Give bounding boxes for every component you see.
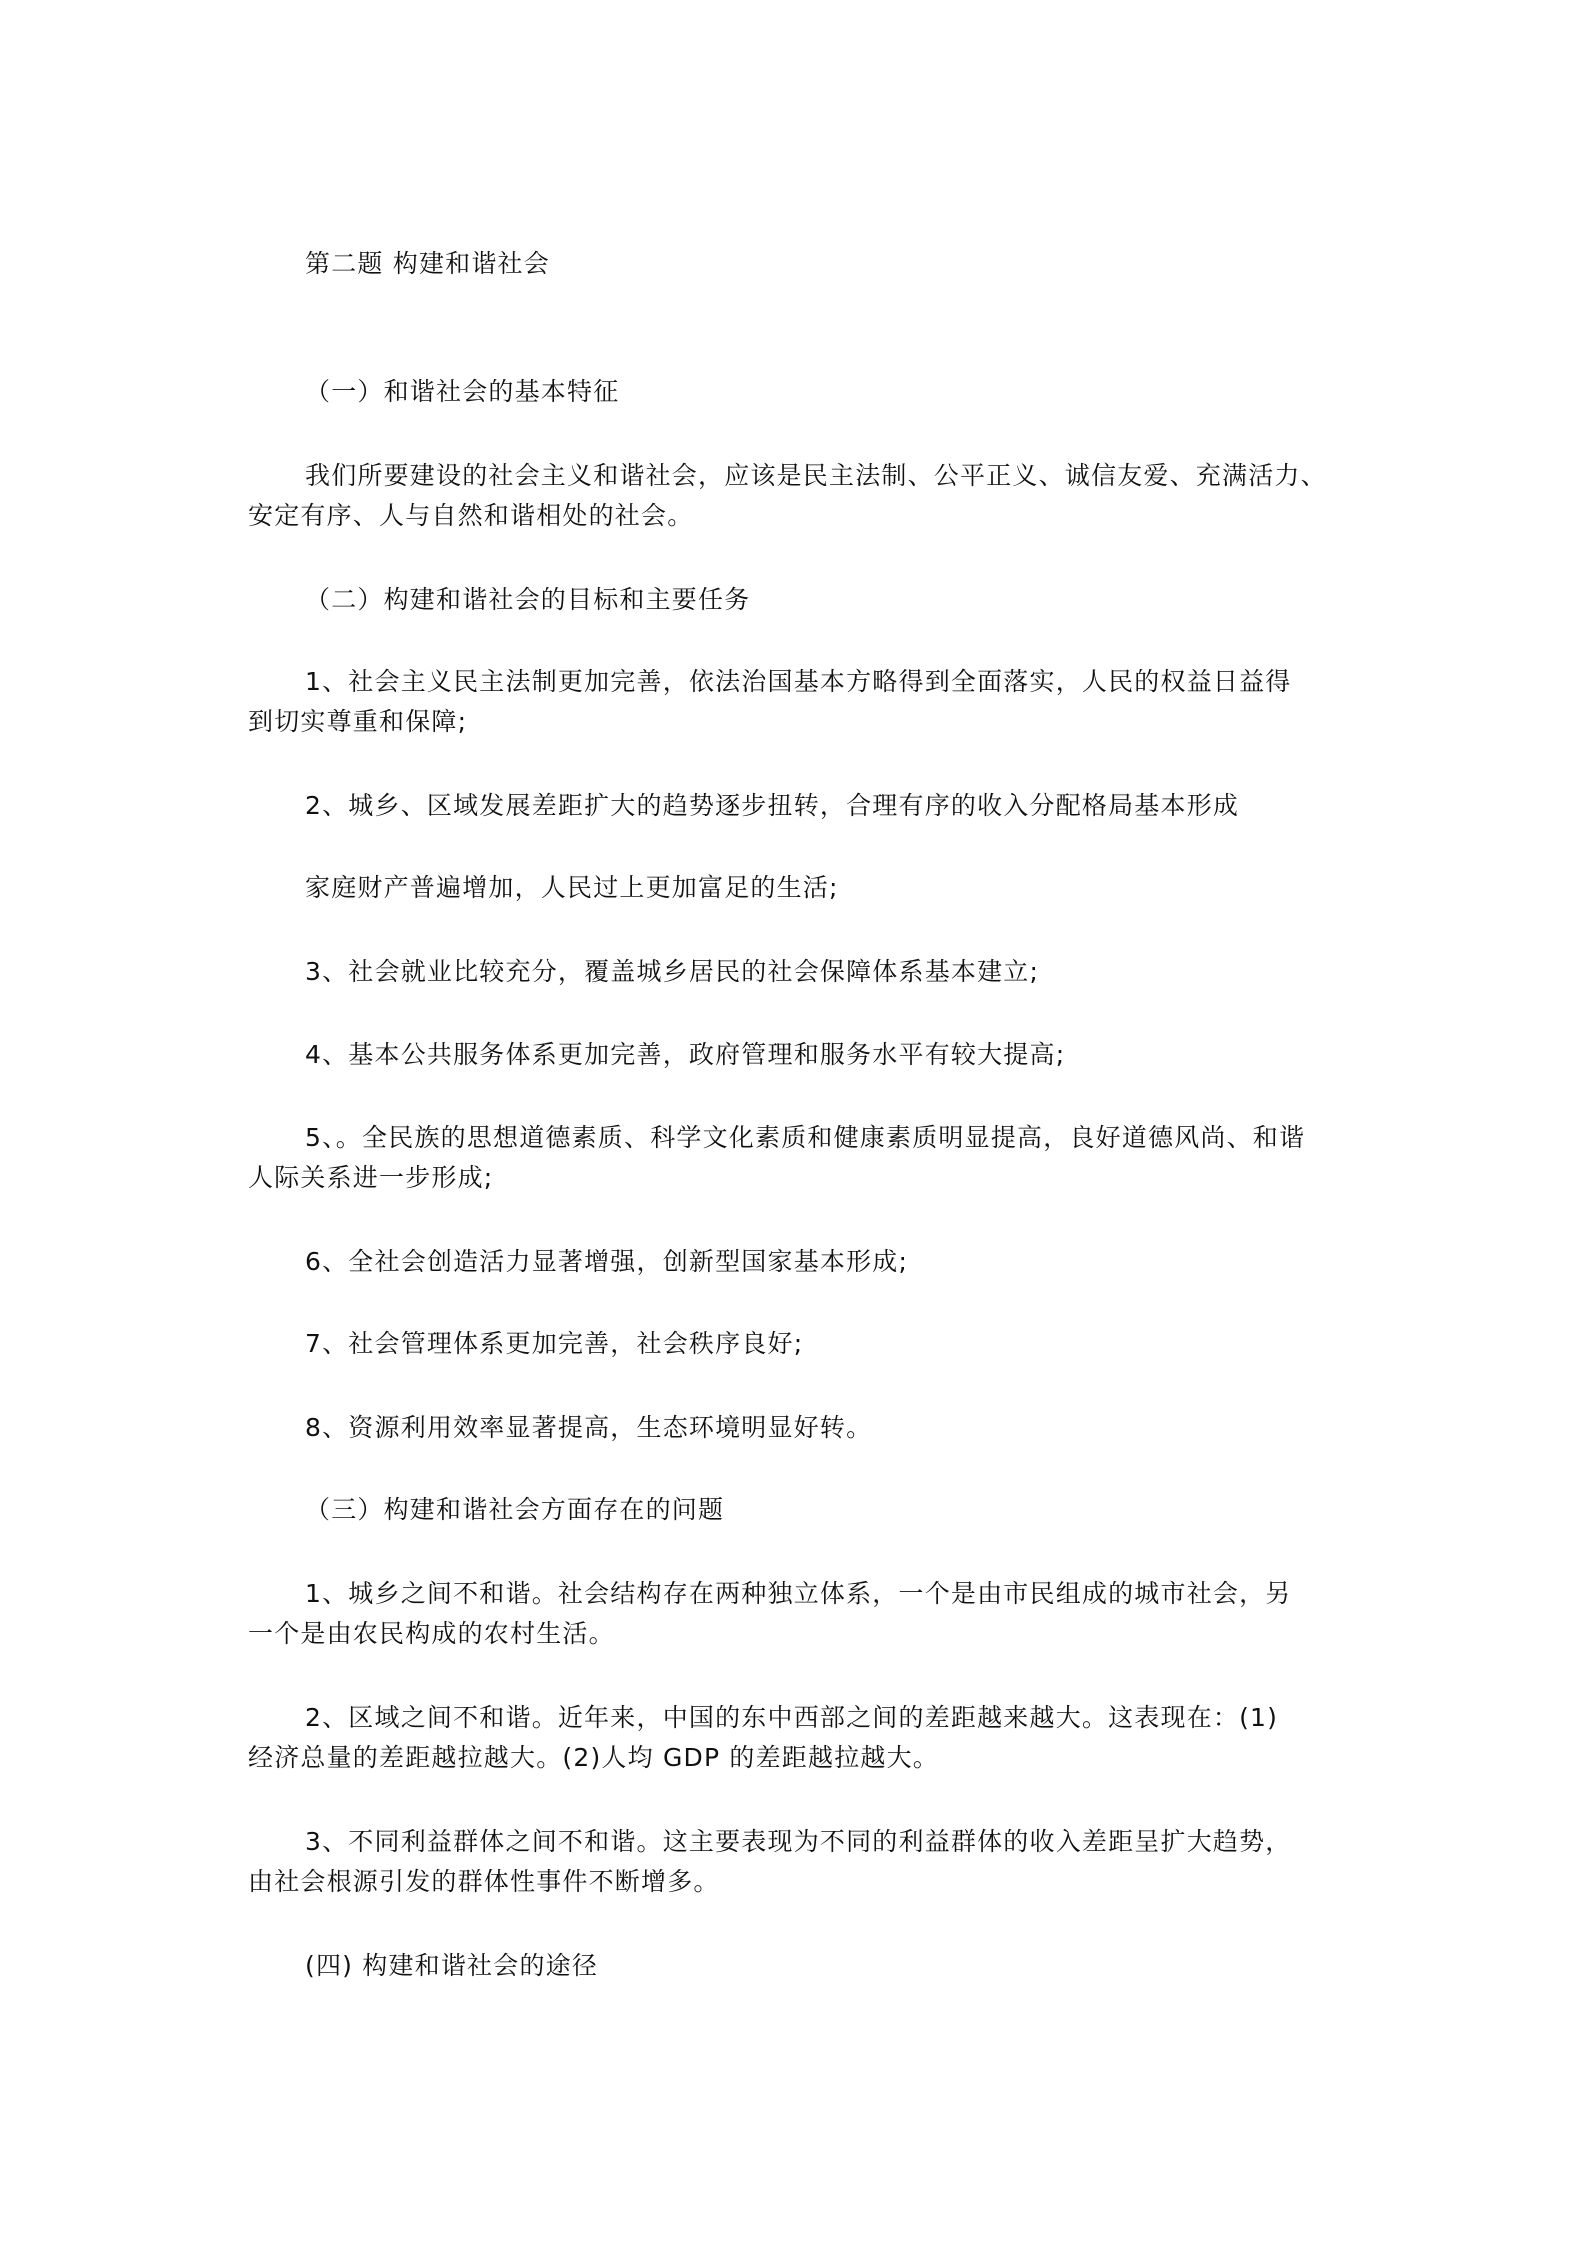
list-item-line: 到切实尊重和保障; [248, 707, 468, 736]
list-item: 3、社会就业比较充分，覆盖城乡居民的社会保障体系基本建立; [305, 957, 1040, 986]
section1-paragraph-line: 我们所要建设的社会主义和谐社会，应该是民主法制、公平正义、诚信友爱、充满活力、 [305, 461, 1327, 490]
page-title: 第二题 构建和谐社会 [305, 249, 550, 278]
section1-paragraph-line: 安定有序、人与自然和谐相处的社会。 [248, 501, 694, 530]
list-item-line: 2、区域之间不和谐。近年来，中国的东中西部之间的差距越来越大。这表现在：(1) [305, 1703, 1279, 1732]
list-item-line: 一个是由农民构成的农村生活。 [248, 1619, 615, 1648]
list-item-line: 经济总量的差距越拉越大。(2)人均 GDP 的差距越拉越大。 [248, 1743, 940, 1772]
section-heading-2: （二）构建和谐社会的目标和主要任务 [305, 585, 751, 614]
list-item-line: 3、不同利益群体之间不和谐。这主要表现为不同的利益群体的收入差距呈扩大趋势， [305, 1827, 1292, 1856]
list-item-line: 5、。全民族的思想道德素质、科学文化素质和健康素质明显提高，良好道德风尚、和谐 [305, 1123, 1306, 1152]
list-item-line: 1、城乡之间不和谐。社会结构存在两种独立体系，一个是由市民组成的城市社会，另 [305, 1579, 1292, 1608]
list-item-line: 家庭财产普遍增加，人民过上更加富足的生活; [305, 873, 839, 902]
list-item-line: 由社会根源引发的群体性事件不断增多。 [248, 1867, 720, 1896]
section-heading-4: (四) 构建和谐社会的途径 [305, 1951, 599, 1980]
list-item: 6、全社会创造活力显著增强，创新型国家基本形成; [305, 1247, 909, 1276]
section-heading-1: （一）和谐社会的基本特征 [305, 377, 620, 406]
list-item: 4、基本公共服务体系更加完善，政府管理和服务水平有较大提高; [305, 1040, 1066, 1069]
list-item-line: 1、社会主义民主法制更加完善，依法治国基本方略得到全面落实，人民的权益日益得 [305, 667, 1292, 696]
list-item: 7、社会管理体系更加完善，社会秩序良好; [305, 1329, 804, 1358]
list-item: 8、资源利用效率显著提高，生态环境明显好转。 [305, 1413, 873, 1442]
list-item-line: 人际关系进一步形成; [248, 1163, 494, 1192]
list-item-line: 2、城乡、区域发展差距扩大的趋势逐步扭转，合理有序的收入分配格局基本形成 [305, 791, 1240, 820]
section-heading-3: （三）构建和谐社会方面存在的问题 [305, 1495, 725, 1524]
